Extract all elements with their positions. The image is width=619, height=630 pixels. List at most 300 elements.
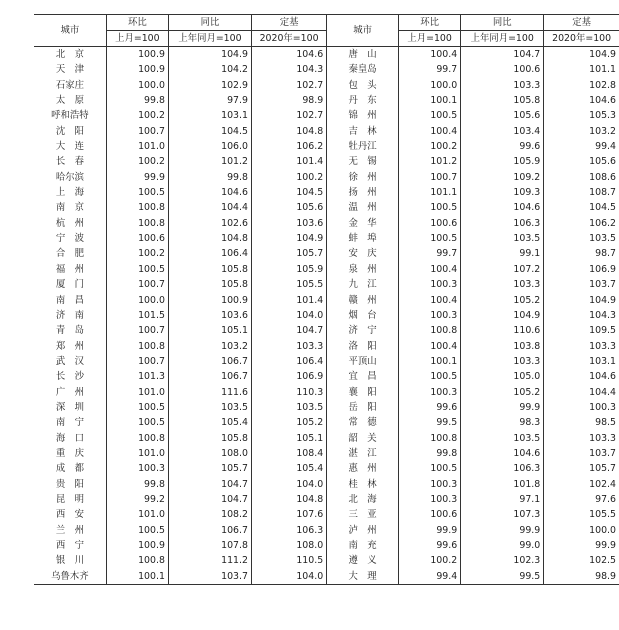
right-base-value: 103.3	[544, 431, 619, 446]
left-city-name: 石家庄	[55, 79, 84, 91]
right-yoy-value: 105.2	[461, 385, 544, 400]
left-mom-value: 101.3	[106, 369, 168, 384]
left-city-name: 上 海	[55, 187, 84, 199]
left-city-name: 广 州	[55, 386, 84, 398]
right-city-name: 洛 阳	[348, 340, 377, 352]
right-city-name: 温 州	[348, 202, 377, 214]
right-mom-value: 100.3	[399, 277, 461, 292]
right-yoy-value: 104.6	[461, 200, 544, 215]
right-city-name: 三 亚	[348, 509, 377, 521]
right-yoy-value: 109.3	[461, 185, 544, 200]
header-base-left: 定基	[251, 15, 326, 31]
subheader-yoy-left: 上年同月=100	[168, 31, 251, 47]
left-yoy-value: 104.7	[168, 477, 251, 492]
left-base-value: 110.3	[251, 385, 326, 400]
left-city-name: 哈尔滨	[55, 171, 84, 183]
left-yoy-value: 104.7	[168, 492, 251, 507]
left-mom-value: 100.5	[106, 262, 168, 277]
left-mom-value: 100.7	[106, 124, 168, 139]
left-yoy-value: 102.9	[168, 78, 251, 93]
left-mom-value: 100.0	[106, 293, 168, 308]
right-mom-value: 99.8	[399, 446, 461, 461]
left-mom-value: 101.0	[106, 507, 168, 522]
left-base-value: 106.3	[251, 523, 326, 538]
right-city-name: 赣 州	[348, 294, 377, 306]
left-city-name: 合 肥	[55, 248, 84, 260]
right-base-value: 104.4	[544, 385, 619, 400]
right-base-value: 104.9	[544, 47, 619, 63]
left-city-name: 南 宁	[55, 417, 84, 429]
left-yoy-value: 103.5	[168, 400, 251, 415]
right-mom-value: 100.4	[399, 262, 461, 277]
right-mom-value: 100.4	[399, 339, 461, 354]
right-mom-value: 100.0	[399, 78, 461, 93]
table-row	[34, 415, 619, 430]
table-row	[34, 93, 619, 108]
table-row	[34, 569, 619, 585]
right-base-value: 103.1	[544, 354, 619, 369]
subheader-yoy-right: 上年同月=100	[461, 31, 544, 47]
table-row	[34, 308, 619, 323]
right-mom-value: 99.9	[399, 523, 461, 538]
left-mom-value: 100.5	[106, 400, 168, 415]
left-city-name: 银 川	[55, 555, 84, 567]
left-base-value: 105.7	[251, 246, 326, 261]
left-yoy-value: 100.9	[168, 293, 251, 308]
left-yoy-value: 99.8	[168, 170, 251, 185]
left-city-name: 西 宁	[55, 540, 84, 551]
right-mom-value: 99.4	[399, 569, 461, 585]
left-yoy-value: 104.6	[168, 185, 251, 200]
right-city-name: 蚌 埠	[348, 233, 377, 245]
left-yoy-value: 111.6	[168, 385, 251, 400]
left-mom-value: 100.5	[106, 523, 168, 538]
table-row	[34, 431, 619, 446]
table-row	[34, 293, 619, 308]
subheader-mom-left: 上月=100	[106, 31, 168, 47]
right-mom-value: 100.4	[399, 124, 461, 139]
left-yoy-value: 97.9	[168, 93, 251, 108]
left-city-name: 兰 州	[55, 524, 84, 536]
left-yoy-value: 104.4	[168, 200, 251, 215]
right-base-value: 103.7	[544, 446, 619, 461]
left-mom-value: 101.0	[106, 446, 168, 461]
right-base-value: 102.8	[544, 78, 619, 93]
right-city-name: 桂 林	[348, 478, 377, 490]
left-mom-value: 101.0	[106, 139, 168, 154]
right-base-value: 99.9	[544, 538, 619, 553]
left-base-value: 105.1	[251, 431, 326, 446]
left-city-name: 深 圳	[55, 401, 84, 413]
left-yoy-value: 103.1	[168, 108, 251, 123]
right-mom-value: 101.2	[399, 154, 461, 169]
table-row	[34, 523, 619, 538]
right-base-value: 97.6	[544, 492, 619, 507]
right-city-name: 大 理	[327, 569, 399, 585]
right-city-name: 安 庆	[348, 248, 377, 260]
right-mom-value: 100.6	[399, 216, 461, 231]
right-base-value: 102.4	[544, 477, 619, 492]
right-mom-value: 100.7	[399, 170, 461, 185]
right-mom-value: 99.6	[399, 538, 461, 553]
left-city-name: 沈 阳	[55, 125, 84, 137]
right-yoy-value: 103.3	[461, 78, 544, 93]
left-city-name: 南 昌	[55, 294, 84, 306]
right-city-name: 襄 阳	[348, 386, 377, 398]
left-base-value: 104.9	[251, 231, 326, 246]
right-yoy-value: 110.6	[461, 323, 544, 338]
left-base-value: 103.5	[251, 400, 326, 415]
left-base-value: 103.6	[251, 216, 326, 231]
left-base-value: 104.0	[251, 477, 326, 492]
left-mom-value: 100.2	[106, 246, 168, 261]
right-city-name: 湛 江	[348, 447, 377, 459]
left-base-value: 104.8	[251, 124, 326, 139]
left-city-name: 海 口	[55, 432, 84, 444]
table-row	[34, 538, 619, 553]
right-base-value: 105.3	[544, 108, 619, 123]
right-yoy-value: 105.6	[461, 108, 544, 123]
left-city-name: 呼和浩特	[51, 110, 89, 122]
left-yoy-value: 106.0	[168, 139, 251, 154]
right-yoy-value: 106.3	[461, 216, 544, 231]
right-yoy-value: 97.1	[461, 492, 544, 507]
left-city-name: 青 岛	[55, 325, 84, 337]
left-city-name: 福 州	[55, 263, 84, 275]
right-yoy-value: 100.6	[461, 62, 544, 77]
left-city-name: 西 安	[55, 509, 84, 521]
right-base-value: 103.5	[544, 231, 619, 246]
header-mom-right: 环比	[399, 15, 461, 31]
left-base-value: 104.6	[251, 47, 326, 63]
right-base-value: 105.5	[544, 507, 619, 522]
right-city-name: 牡丹江	[348, 141, 377, 153]
right-mom-value: 100.8	[399, 323, 461, 338]
left-mom-value: 100.7	[106, 354, 168, 369]
right-mom-value: 100.1	[399, 354, 461, 369]
right-base-value: 105.7	[544, 461, 619, 476]
left-base-value: 102.7	[251, 78, 326, 93]
left-yoy-value: 105.4	[168, 415, 251, 430]
table-row	[34, 477, 619, 492]
left-base-value: 102.7	[251, 108, 326, 123]
right-yoy-value: 99.9	[461, 523, 544, 538]
left-yoy-value: 104.2	[168, 62, 251, 77]
left-base-value: 100.2	[251, 170, 326, 185]
right-yoy-value: 105.8	[461, 93, 544, 108]
left-mom-value: 100.6	[106, 231, 168, 246]
right-yoy-value: 99.0	[461, 538, 544, 553]
table-row	[34, 231, 619, 246]
right-base-value: 104.3	[544, 308, 619, 323]
left-yoy-value: 106.7	[168, 354, 251, 369]
header-yoy-left: 同比	[168, 15, 251, 31]
left-base-value: 107.6	[251, 507, 326, 522]
right-mom-value: 100.5	[399, 369, 461, 384]
left-city-name: 郑 州	[55, 340, 84, 352]
left-city-name: 厦 门	[55, 279, 84, 291]
right-mom-value: 100.3	[399, 385, 461, 400]
right-city-name: 扬 州	[348, 187, 377, 199]
left-base-value: 106.2	[251, 139, 326, 154]
table-row	[34, 277, 619, 292]
left-mom-value: 100.7	[106, 277, 168, 292]
left-base-value: 106.4	[251, 354, 326, 369]
right-yoy-value: 106.3	[461, 461, 544, 476]
right-mom-value: 100.2	[399, 553, 461, 568]
table-row	[34, 323, 619, 338]
table-row	[34, 553, 619, 568]
right-city-name: 九 江	[348, 279, 377, 291]
right-city-name: 韶 关	[348, 432, 377, 444]
left-base-value: 110.5	[251, 553, 326, 568]
right-mom-value: 100.8	[399, 431, 461, 446]
right-base-value: 108.6	[544, 170, 619, 185]
right-city-name: 北 海	[348, 493, 377, 505]
left-mom-value: 100.9	[106, 538, 168, 553]
left-base-value: 104.3	[251, 62, 326, 77]
table-row	[34, 400, 619, 415]
price-index-table-container	[34, 14, 619, 585]
right-yoy-value: 103.3	[461, 354, 544, 369]
right-yoy-value: 101.8	[461, 477, 544, 492]
left-mom-value: 100.8	[106, 200, 168, 215]
left-city-name: 贵 阳	[55, 478, 84, 490]
left-mom-value: 99.2	[106, 492, 168, 507]
right-base-value: 100.3	[544, 400, 619, 415]
left-base-value: 105.2	[251, 415, 326, 430]
right-base-value: 104.6	[544, 369, 619, 384]
right-city-name: 包 头	[348, 79, 377, 91]
right-city-name: 丹 东	[348, 95, 377, 107]
left-city-name: 武 汉	[55, 355, 84, 367]
left-yoy-value: 105.8	[168, 262, 251, 277]
left-base-value: 104.7	[251, 323, 326, 338]
left-yoy-value: 104.8	[168, 231, 251, 246]
right-yoy-value: 103.3	[461, 277, 544, 292]
right-base-value: 103.7	[544, 277, 619, 292]
left-mom-value: 100.8	[106, 216, 168, 231]
table-row	[34, 369, 619, 384]
left-mom-value: 101.0	[106, 385, 168, 400]
table-row	[34, 262, 619, 277]
left-city-name: 长 沙	[55, 371, 84, 383]
left-base-value: 105.6	[251, 200, 326, 215]
left-yoy-value: 105.7	[168, 461, 251, 476]
table-row	[34, 185, 619, 200]
left-base-value: 104.8	[251, 492, 326, 507]
table-row	[34, 124, 619, 139]
left-yoy-value: 103.6	[168, 308, 251, 323]
left-yoy-value: 105.8	[168, 431, 251, 446]
right-mom-value: 100.4	[399, 293, 461, 308]
left-yoy-value: 104.5	[168, 124, 251, 139]
subheader-base-left: 2020年=100	[251, 31, 326, 47]
left-yoy-value: 104.9	[168, 47, 251, 63]
right-yoy-value: 103.8	[461, 339, 544, 354]
table-row	[34, 492, 619, 507]
right-yoy-value: 99.1	[461, 246, 544, 261]
right-yoy-value: 104.6	[461, 446, 544, 461]
right-city-name: 烟 台	[348, 309, 377, 321]
table-body	[34, 47, 619, 585]
right-base-value: 106.9	[544, 262, 619, 277]
header-city-left: 城市	[34, 15, 106, 47]
right-city-name: 岳 阳	[348, 401, 377, 413]
left-yoy-value: 105.8	[168, 277, 251, 292]
left-yoy-value: 103.2	[168, 339, 251, 354]
right-city-name: 惠 州	[348, 463, 377, 475]
right-base-value: 98.7	[544, 246, 619, 261]
right-base-value: 101.1	[544, 62, 619, 77]
left-yoy-value: 101.2	[168, 154, 251, 169]
right-yoy-value: 105.0	[461, 369, 544, 384]
left-base-value: 103.3	[251, 339, 326, 354]
right-base-value: 98.9	[544, 569, 619, 585]
right-mom-value: 100.5	[399, 200, 461, 215]
right-city-name: 泉 州	[348, 263, 377, 275]
subheader-base-right: 2020年=100	[544, 31, 619, 47]
right-city-name: 唐 山	[348, 49, 377, 60]
right-yoy-value: 99.5	[461, 569, 544, 585]
left-city-name: 南 京	[55, 202, 84, 214]
left-mom-value: 100.3	[106, 461, 168, 476]
right-base-value: 106.2	[544, 216, 619, 231]
left-yoy-value: 103.7	[168, 569, 251, 585]
table-row	[34, 461, 619, 476]
left-yoy-value: 106.7	[168, 523, 251, 538]
right-mom-value: 100.5	[399, 108, 461, 123]
right-mom-value: 99.7	[399, 62, 461, 77]
right-city-name: 平顶山	[348, 355, 377, 367]
left-yoy-value: 108.2	[168, 507, 251, 522]
right-city-name: 宜 昌	[348, 371, 377, 383]
table-row	[34, 78, 619, 93]
right-base-value: 104.6	[544, 93, 619, 108]
table-row	[34, 200, 619, 215]
left-mom-value: 100.2	[106, 154, 168, 169]
table-row	[34, 170, 619, 185]
table-row	[34, 108, 619, 123]
right-base-value: 99.4	[544, 139, 619, 154]
left-base-value: 98.9	[251, 93, 326, 108]
price-index-table	[34, 14, 619, 585]
left-base-value: 105.5	[251, 277, 326, 292]
right-mom-value: 100.3	[399, 308, 461, 323]
right-mom-value: 100.3	[399, 492, 461, 507]
right-mom-value: 99.6	[399, 400, 461, 415]
right-city-name: 遵 义	[348, 555, 377, 567]
left-city-name: 杭 州	[55, 217, 84, 229]
right-city-name: 吉 林	[348, 125, 377, 137]
left-base-value: 105.9	[251, 262, 326, 277]
left-base-value: 101.4	[251, 293, 326, 308]
right-base-value: 105.6	[544, 154, 619, 169]
table-row	[34, 47, 619, 63]
right-mom-value: 100.5	[399, 461, 461, 476]
header-base-right: 定基	[544, 15, 619, 31]
left-mom-value: 99.8	[106, 477, 168, 492]
left-base-value: 104.5	[251, 185, 326, 200]
right-base-value: 109.5	[544, 323, 619, 338]
left-mom-value: 101.5	[106, 308, 168, 323]
right-city-name: 无 锡	[348, 156, 377, 168]
right-mom-value: 99.5	[399, 415, 461, 430]
left-mom-value: 99.8	[106, 93, 168, 108]
table-row	[34, 507, 619, 522]
table-row	[34, 154, 619, 169]
left-city-name: 成 都	[55, 463, 84, 475]
right-mom-value: 100.1	[399, 93, 461, 108]
right-mom-value: 101.1	[399, 185, 461, 200]
header-mom-left: 环比	[106, 15, 168, 31]
table-row	[34, 139, 619, 154]
left-mom-value: 100.8	[106, 553, 168, 568]
left-mom-value: 100.9	[106, 47, 168, 63]
right-base-value: 104.5	[544, 200, 619, 215]
right-base-value: 102.5	[544, 553, 619, 568]
table-row	[34, 339, 619, 354]
table-row	[34, 354, 619, 369]
right-city-name: 南 充	[348, 540, 377, 551]
left-base-value: 104.0	[251, 569, 326, 585]
left-city-name: 济 南	[55, 309, 84, 321]
left-yoy-value: 107.8	[168, 538, 251, 553]
right-yoy-value: 104.9	[461, 308, 544, 323]
table-row	[34, 216, 619, 231]
left-mom-value: 100.8	[106, 431, 168, 446]
right-base-value: 100.0	[544, 523, 619, 538]
header-city-right: 城市	[327, 15, 399, 47]
left-yoy-value: 108.0	[168, 446, 251, 461]
right-yoy-value: 105.2	[461, 293, 544, 308]
right-city-name: 常 德	[348, 417, 377, 429]
right-city-name: 锦 州	[348, 110, 377, 122]
right-mom-value: 99.7	[399, 246, 461, 261]
left-mom-value: 100.5	[106, 415, 168, 430]
right-yoy-value: 103.4	[461, 124, 544, 139]
right-yoy-value: 102.3	[461, 553, 544, 568]
right-yoy-value: 103.5	[461, 231, 544, 246]
left-base-value: 108.4	[251, 446, 326, 461]
table-row	[34, 385, 619, 400]
left-mom-value: 100.9	[106, 62, 168, 77]
right-mom-value: 100.4	[399, 47, 461, 63]
left-mom-value: 100.2	[106, 108, 168, 123]
left-mom-value: 100.5	[106, 185, 168, 200]
table-row	[34, 62, 619, 77]
left-base-value: 101.4	[251, 154, 326, 169]
left-city-name: 天 津	[55, 64, 84, 76]
right-yoy-value: 107.3	[461, 507, 544, 522]
right-mom-value: 100.5	[399, 231, 461, 246]
left-city-name: 太 原	[55, 95, 84, 107]
right-yoy-value: 99.9	[461, 400, 544, 415]
right-yoy-value: 107.2	[461, 262, 544, 277]
subheader-mom-right: 上月=100	[399, 31, 461, 47]
right-mom-value: 100.2	[399, 139, 461, 154]
table-row	[34, 246, 619, 261]
left-mom-value: 100.1	[106, 569, 168, 585]
table-row	[34, 446, 619, 461]
left-yoy-value: 106.7	[168, 369, 251, 384]
left-yoy-value: 105.1	[168, 323, 251, 338]
right-mom-value: 100.6	[399, 507, 461, 522]
right-yoy-value: 105.9	[461, 154, 544, 169]
right-yoy-value: 104.7	[461, 47, 544, 63]
right-yoy-value: 99.6	[461, 139, 544, 154]
left-mom-value: 100.8	[106, 339, 168, 354]
